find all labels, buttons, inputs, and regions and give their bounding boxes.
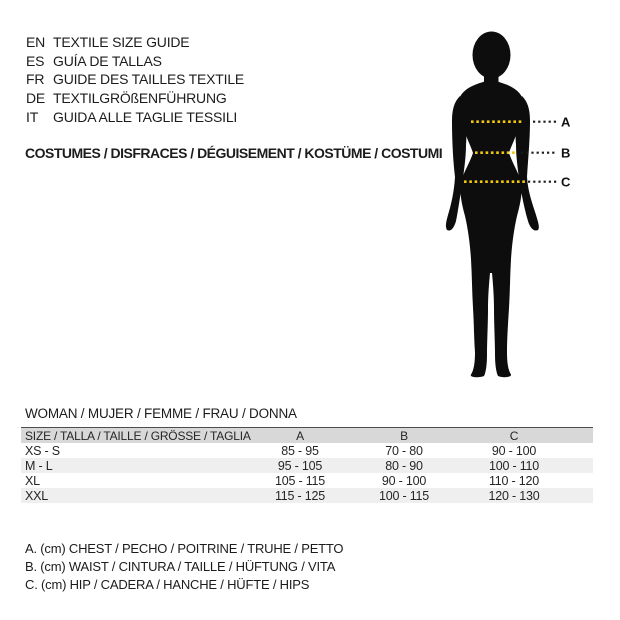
language-guide-item <box>26 52 244 71</box>
waist-range-cell: 70 - 80 <box>385 443 423 458</box>
language-guide-title: GUÍA DE TALLAS <box>53 52 162 69</box>
marker-label-chest: A <box>561 114 571 130</box>
woman-silhouette <box>446 32 539 378</box>
waist-range-cell: 80 - 90 <box>385 458 423 473</box>
language-code: ES <box>26 52 45 69</box>
language-code: DE <box>26 90 46 107</box>
measurement-legend <box>25 540 343 594</box>
language-guide-title: GUIDA ALLE TAGLIE TESSILI <box>53 108 238 125</box>
waist-range-cell: 100 - 115 <box>378 488 430 503</box>
chest-range-cell: 95 - 105 <box>277 458 323 473</box>
language-guide-title: TEXTILE SIZE GUIDE <box>53 34 190 51</box>
measurement-legend-item: C. (cm) HIP / CADERA / HANCHE / HÜFTE / HIPS <box>25 577 310 592</box>
language-guide-title: TEXTILGRÖßENFÜHRUNG <box>53 90 227 107</box>
hip-range-cell: 110 - 120 <box>488 473 540 488</box>
language-guide-item <box>26 33 244 52</box>
size-table <box>21 427 593 503</box>
size-table-row <box>21 458 593 473</box>
woman-silhouette-figure <box>430 25 620 385</box>
language-guide-list <box>26 33 244 126</box>
language-guide-item <box>26 107 244 126</box>
marker-label-hip: C <box>561 174 571 190</box>
size-cell: XXL <box>25 488 49 503</box>
size-table-header <box>21 428 593 443</box>
measurement-legend-item: A. (cm) CHEST / PECHO / POITRINE / TRUHE / PETTO <box>25 541 344 556</box>
chest-range-cell: 85 - 95 <box>281 443 319 458</box>
language-guide-item <box>26 70 244 89</box>
size-table-header-label: SIZE / TALLA / TAILLE / GRÖSSE / TAGLIA <box>25 428 251 443</box>
hip-range-cell: 100 - 110 <box>488 458 540 473</box>
language-guide-item <box>26 89 244 108</box>
size-cell: XL <box>25 473 40 488</box>
size-table-row <box>21 443 593 458</box>
column-header-a: A <box>296 428 304 443</box>
hip-range-cell: 90 - 100 <box>491 443 537 458</box>
size-cell: XS - S <box>25 443 60 458</box>
column-header-c: C <box>509 428 519 443</box>
chest-range-cell: 115 - 125 <box>274 488 326 503</box>
language-code: IT <box>26 108 39 125</box>
waist-range-cell: 90 - 100 <box>381 473 427 488</box>
language-code: EN <box>26 34 46 51</box>
language-guide-title: GUIDE DES TAILLES TEXTILE <box>53 71 245 88</box>
size-cell: M - L <box>25 458 53 473</box>
size-table-row <box>21 473 593 488</box>
size-table-row <box>21 488 593 503</box>
column-header-b: B <box>400 428 408 443</box>
hip-range-cell: 120 - 130 <box>488 488 540 503</box>
category-title: COSTUMES / DISFRACES / DÉGUISEMENT / KOSTÜME / COSTUMI <box>25 145 443 161</box>
marker-label-waist: B <box>561 145 571 161</box>
language-code: FR <box>26 71 45 88</box>
chest-range-cell: 105 - 115 <box>274 473 326 488</box>
section-title: WOMAN / MUJER / FEMME / FRAU / DONNA <box>25 406 297 421</box>
measurement-legend-item: B. (cm) WAIST / CINTURA / TAILLE / HÜFTUNG / VITA <box>25 559 336 574</box>
